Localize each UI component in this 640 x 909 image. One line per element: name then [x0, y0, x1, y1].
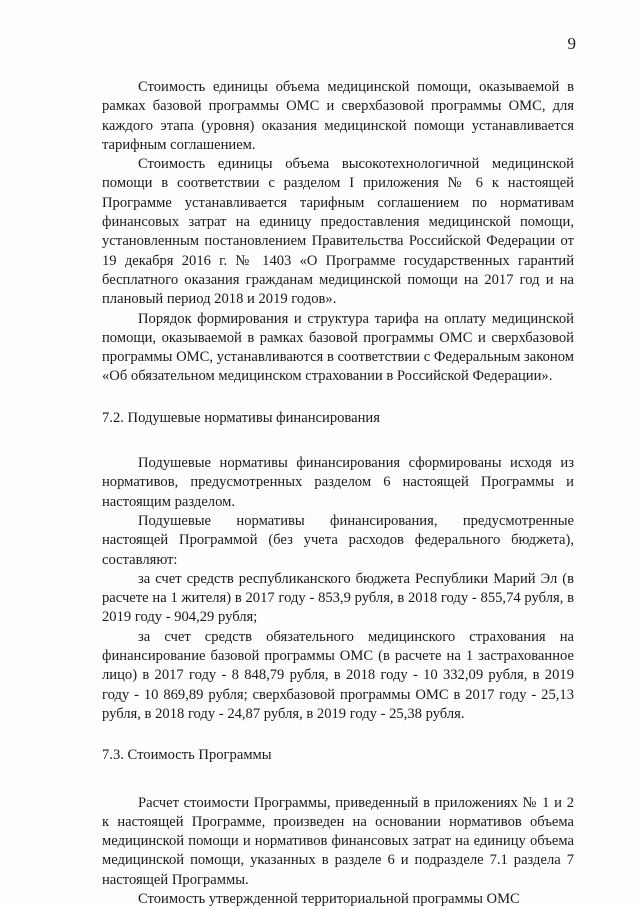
paragraph: за счет средств обязательного медицинского страхования на финансирование базовой программы ОМС (в расчете на 1 застрахованное лицо) в 2017 году - 8 848,79 рубля, в 2018 году - 10 332,09 рубля, в 2019 году - 10 869,89 рубля; сверхбазовой программы ОМС в 2017 году - 25,13 рубля, в 2018 году - 24,87 рубля, в 2019 году - 25,38 рубля.: [102, 628, 574, 722]
paragraph: за счет средств республиканского бюджета Республики Марий Эл (в расчете на 1 жителя) в 2017 году - 853,9 рубля, в 2018 году - 855,74 рубля, в 2019 году - 904,29 рубля;: [102, 570, 574, 626]
paragraph: Стоимость единицы объема высокотехнологичной медицинской помощи в соответствии с разделом I приложения № 6 к настоящей Программе устанавливается тарифным соглашением по нормативам финансовых затрат на единицу предоставления медицинской помощи, установленным постановлением Правительства Российской Федерации от 19 декабря 2016 г. № 1403 «О Программе государственных гарантий бесплатного оказания гражданам медицинской помощи на 2017 год и на плановый период 2018 и 2019 годов».: [102, 156, 574, 308]
section-heading-7-2: 7.2. Подушевые нормативы финансирования: [102, 409, 380, 426]
paragraph: Подушевые нормативы финансирования, предусмотренные настоящей Программой (без учета расходов федерального бюджета), составляют:: [102, 512, 574, 568]
paragraph: Расчет стоимости Программы, приведенный в приложениях № 1 и 2 к настоящей Программе, произведен на основании нормативов объема медицинской помощи и нормативов финансовых затрат на единицу объема медицинской помощи, указанных в разделе 6 и подразделе 7.1 раздела 7 настоящей Программы.: [102, 794, 574, 888]
section-heading-7-3: 7.3. Стоимость Программы: [102, 747, 272, 764]
page-number: 9: [567, 34, 576, 53]
paragraph: Подушевые нормативы финансирования сформированы исходя из нормативов, предусмотренных разделом 6 настоящей Программы и настоящим разделом.: [102, 455, 574, 510]
paragraph: Порядок формирования и структура тарифа на оплату медицинской помощи, оказываемой в рамках базовой программы ОМС и сверхбазовой программы ОМС, устанавливаются в соответствии с Федеральным законом «Об обязательном медицинском страховании в Российской Федерации».: [102, 310, 574, 385]
paragraph: Стоимость единицы объема медицинской помощи, оказываемой в рамках базовой программы ОМС и сверхбазовой программы ОМС, для каждого этапа (уровня) оказания медицинской помощи устанавливается тарифным соглашением.: [102, 79, 574, 153]
document-body: [102, 78, 574, 909]
paragraph: Стоимость утвержденной территориальной программы ОМС: [138, 890, 520, 907]
